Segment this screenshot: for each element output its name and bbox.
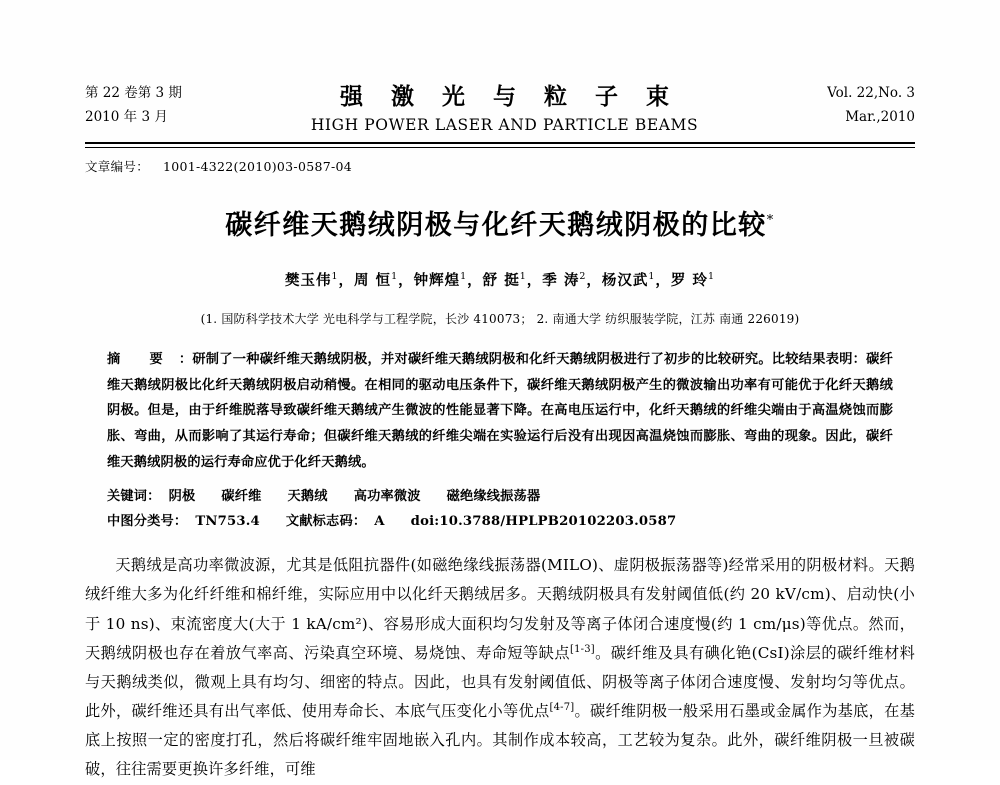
- masthead-volume-block: [85, 78, 182, 129]
- author-affil-mark: 1: [460, 271, 468, 283]
- reference-marker: [4-7]: [549, 702, 575, 714]
- author-separator: ，: [655, 272, 671, 289]
- author-name: 罗 玲: [670, 272, 708, 289]
- keyword-item: 天鹅绒: [287, 488, 328, 504]
- author-affil-mark: 1: [519, 271, 527, 283]
- author-affil-mark: 1: [391, 271, 399, 283]
- masthead-date-en: Mar.,2010: [845, 108, 915, 125]
- doi-value: 10.3788/HPLPB20102203.0587: [439, 514, 677, 530]
- author: [285, 272, 339, 289]
- author-affil-mark: 2: [579, 271, 587, 283]
- doc-code-label: 文献标志码：: [285, 514, 367, 530]
- doi-label: doi:: [410, 514, 440, 530]
- masthead-date-cn: 2010 年 3 月: [85, 108, 168, 125]
- article-number-value: 1001-4322(2010)03-0587-04: [163, 159, 352, 174]
- title-footnote-marker: *: [766, 213, 775, 228]
- clc-label: 中图分类号：: [107, 514, 188, 530]
- body-text-part-2: 。碳纤维及具有碘化铯(CsI)涂层的碳纤维材料与天鹅绒类似，微观上具有均匀、细密的特点。因此，也具有发射阈值低、阴极等离子体闭合速度慢、发射均匀等优点。此外，碳纤维还具有出气率低、使用寿命长、本底气压变化小等优点: [85, 643, 915, 721]
- keyword-item: 磁绝缘线振荡器: [446, 488, 541, 504]
- keyword-item: 高功率微波: [353, 488, 421, 504]
- body-text-part-1: 天鹅绒是高功率微波源，尤其是低阻抗器件(如磁绝缘线振荡器(MILO)、虚阴极振荡器等)经常采用的阴极材料。天鹅绒纤维大多为化纤纤维和棉纤维，实际应用中以化纤天鹅绒居多。天鹅绒阴极具有发射阈值低(约 20 kV/cm)、启动快(小于 10 ns)、束流密度大(大于 1 kA/cm²)、容易形成大面积均匀发射及等离子体闭合速度慢(约 1 cm/μs)等优点。然而，天鹅绒阴极也存在着放气率高、污染真空环境、易烧蚀、寿命短等缺点: [85, 556, 915, 662]
- masthead-volume-block-en: [827, 78, 915, 129]
- author-separator: ，: [398, 272, 414, 289]
- author-name: 舒 挺: [482, 272, 520, 289]
- reference-marker: [1-3]: [569, 643, 595, 655]
- author-separator: ，: [467, 272, 483, 289]
- page-title: [85, 203, 915, 242]
- abstract-text: 研制了一种碳纤维天鹅绒阴极，并对碳纤维天鹅绒阴极和化纤天鹅绒阴极进行了初步的比较研究。比较结果表明：碳纤维天鹅绒阴极比化纤天鹅绒阴极启动稍慢。在相同的驱动电压条件下，碳纤维天鹅绒阴极产生的微波输出功率有可能优于化纤天鹅绒阴极。但是，由于纤维脱落导致碳纤维天鹅绒产生微波的性能显著下降。在高电压运行中，化纤天鹅绒的纤维尖端由于高温烧蚀而膨胀、弯曲，从而影响了其运行寿命；但碳纤维天鹅绒的纤维尖端在实验运行后没有出现因高温烧蚀而膨胀、弯曲的现象。因此，碳纤维天鹅绒阴极的运行寿命应优于化纤天鹅绒。: [107, 352, 894, 470]
- author-name: 樊玉伟: [284, 272, 332, 289]
- journal-title-en: HIGH POWER LASER AND PARTICLE BEAMS: [310, 116, 699, 134]
- author: [354, 272, 398, 289]
- article-number-label: 文章编号：: [85, 159, 150, 174]
- abstract-label: 摘 要: [107, 352, 171, 367]
- abstract: [85, 347, 915, 476]
- affiliation: (1. 国防科学技术大学 光电科学与工程学院，长沙 410073； 2. 南通大学 纺织服装学院，江苏 南通 226019): [200, 312, 800, 326]
- author: [671, 272, 715, 289]
- classification-line: [85, 509, 915, 535]
- author-name: 钟辉煌: [413, 272, 461, 289]
- author-name: 季 涛: [542, 272, 580, 289]
- masthead-divider: [85, 142, 915, 148]
- author: [542, 272, 586, 289]
- masthead: [85, 0, 915, 134]
- author-affil-mark: 1: [331, 271, 339, 283]
- author-separator: ，: [338, 272, 354, 289]
- keywords-line: [85, 484, 915, 510]
- keywords-label: 关键词：: [107, 488, 161, 504]
- author-affil-mark: 1: [648, 271, 656, 283]
- abstract-colon: ：: [178, 352, 193, 367]
- body-text-part-3: 。碳纤维阴极一般采用石墨或金属作为基底，在基底上按照一定的密度打孔，然后将碳纤维牢固地嵌入孔内。其制作成本较高，工艺较为复杂。此外，碳纤维阴极一旦被碳破，往往需要更换许多纤维，可维: [85, 702, 916, 779]
- clc-value: TN753.4: [195, 514, 260, 530]
- author: [414, 272, 468, 289]
- author-affil-mark: 1: [707, 271, 716, 283]
- keyword-item: 阴极: [168, 488, 196, 504]
- doc-code-value: A: [374, 514, 385, 530]
- author-list: [85, 269, 915, 290]
- author-separator: ，: [526, 272, 543, 289]
- journal-title-cn: 强 激 光 与 粒 子 束: [340, 83, 680, 110]
- page-title-text: 碳纤维天鹅绒阴极与化纤天鹅绒阴极的比较: [225, 210, 767, 241]
- author-separator: ，: [586, 272, 602, 289]
- author: [483, 272, 527, 289]
- author-name: 杨汉武: [601, 272, 649, 289]
- keyword-item: 碳纤维: [221, 488, 262, 504]
- masthead-volume-cn: 第 22 卷第 3 期: [85, 85, 182, 101]
- author-name: 周 恒: [354, 272, 392, 289]
- article-number: [85, 157, 915, 175]
- author: [602, 272, 656, 289]
- body-paragraph: [85, 551, 915, 785]
- masthead-journal-title-block: [182, 78, 827, 134]
- masthead-volume-en: Vol. 22,No. 3: [827, 85, 915, 101]
